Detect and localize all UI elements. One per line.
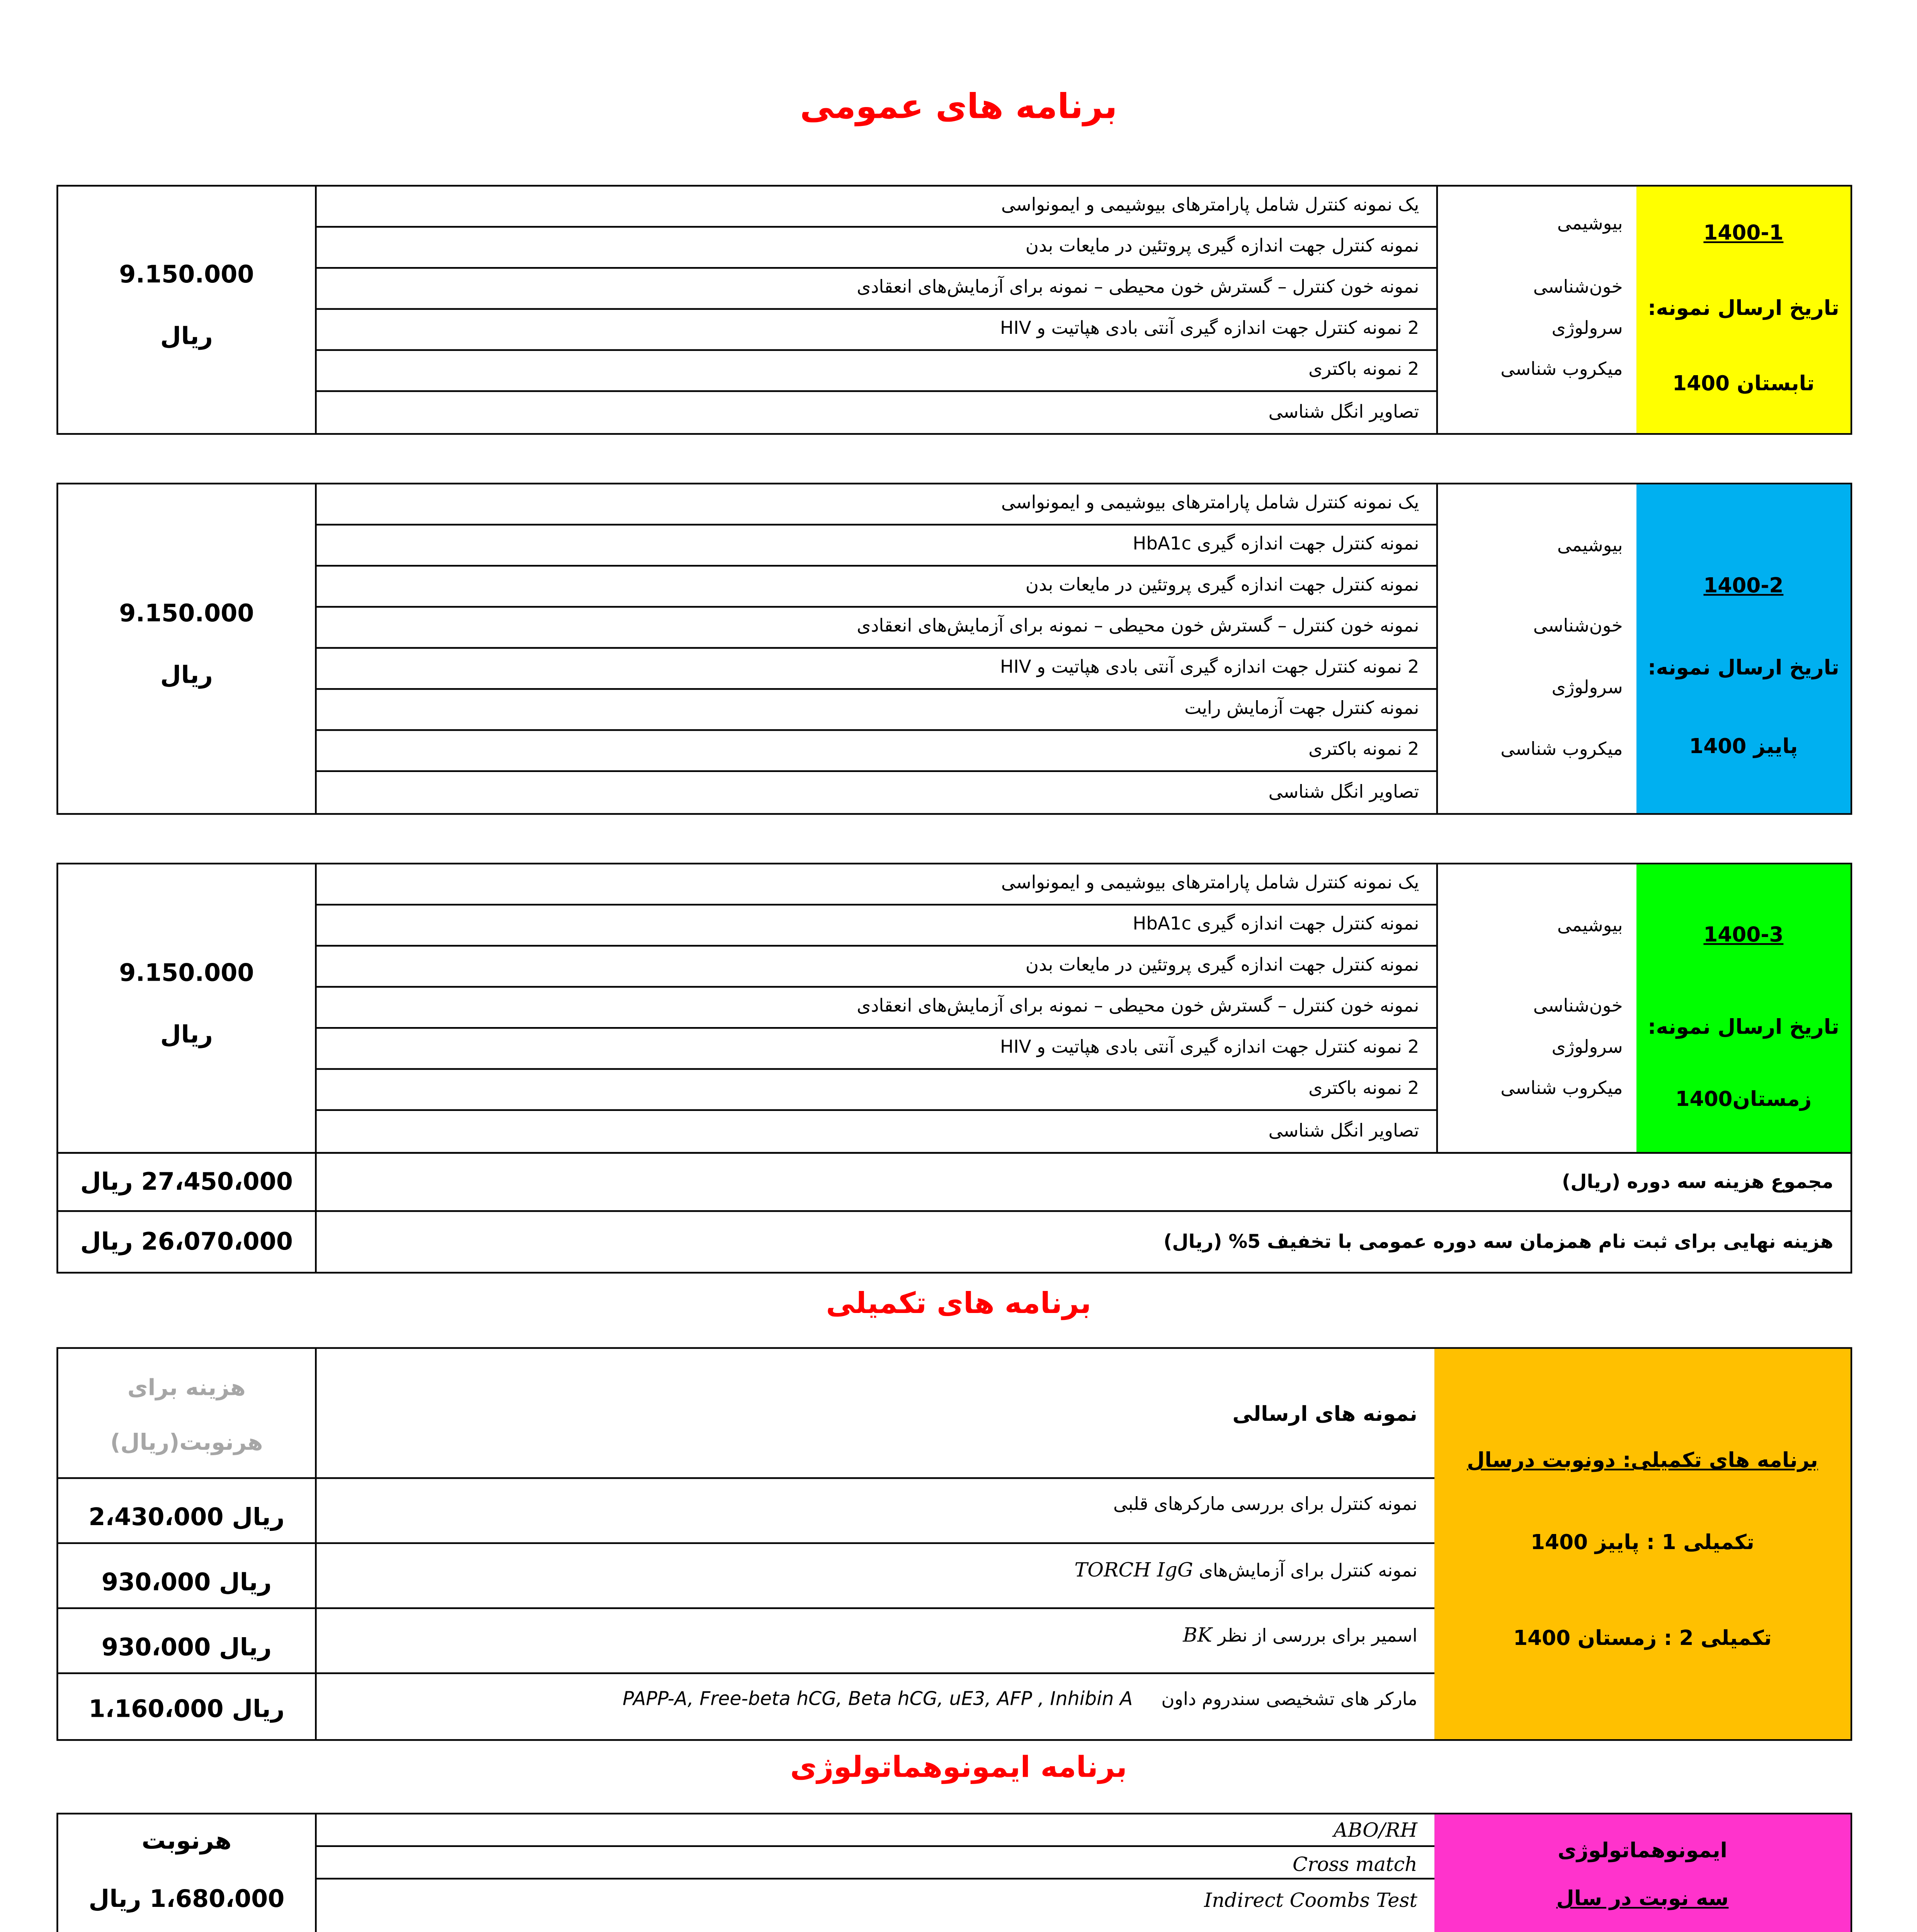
supp-fee: 1،160،000 ریال [88, 1696, 285, 1724]
round-2-item: یک نمونه کنترل شامل پارامترهای بیوشیمی و ایمونواسی [317, 485, 1436, 526]
category-microbiology: میکروب شناسی [1500, 1078, 1623, 1099]
category-biochemistry: بیوشیمی [1557, 214, 1623, 235]
round-2-item: 2 نمونه کنترل جهت اندازه گیری آنتی بادی هپاتیت و HIV [317, 649, 1436, 690]
immuno-fee [58, 1815, 317, 1932]
immuno-title: برنامه ایمونوهماتولوژی [790, 1751, 1127, 1786]
round-2-fee-currency: ریال [160, 662, 213, 690]
supp-item-text: نمونه کنترل برای آزمایش‌های [1199, 1561, 1418, 1582]
category-hematology: خون‌شناسی [1533, 616, 1623, 637]
total-row [56, 1152, 1852, 1212]
round-1-label [1636, 187, 1851, 433]
supp-item [317, 1479, 1435, 1544]
supp-fee: 930،000 ریال [58, 1544, 315, 1609]
immuno-label-2: سه نوبت در سال [1556, 1886, 1729, 1910]
round-2-item: نمونه کنترل جهت آزمایش رایت [317, 690, 1436, 731]
round-3-season: زمستان1400 [1675, 1087, 1812, 1111]
supplementary-title: برنامه های تکمیلی [826, 1287, 1091, 1321]
round-1-item: نمونه خون کنترل – گسترش خون محیطی – نمونه برای آزمایش‌های انعقادی [317, 269, 1436, 310]
round-1-item: 2 نمونه باکتری [317, 351, 1436, 392]
round-3-date-label: تاریخ ارسال نمونه: [1648, 1015, 1839, 1039]
supp-round-2: تکمیلی 2 : زمستان 1400 [1513, 1626, 1772, 1650]
round-2-fee-amount: 9.150.000 [119, 600, 254, 628]
round-2-item: نمونه کنترل جهت اندازه گیری پروتئین در مایعات بدن [317, 566, 1436, 607]
supp-item-latin: PAPP-A, Free-beta hCG, Beta hCG, uE3, AFP , Inhibin A [623, 1687, 1133, 1710]
supp-fee: 2،430،000 ریال [58, 1479, 315, 1544]
category-serology: سرولوژی [1551, 1037, 1623, 1058]
round-2-season: پاییز 1400 [1689, 734, 1798, 759]
total-label: مجموع هزینه سه دوره (ریال) [1561, 1171, 1834, 1193]
discount-label: هزینه نهایی برای ثبت نام همزمان سه دوره عمومی با تخفیف 5% (ریال) [1163, 1231, 1834, 1253]
supp-label [1434, 1349, 1850, 1739]
round-3-box [56, 863, 1852, 1154]
round-2-fee [58, 485, 317, 813]
round-1-categories [1436, 187, 1638, 433]
round-3-label [1636, 864, 1851, 1152]
round-1-item: یک نمونه کنترل شامل پارامترهای بیوشیمی و ایمونواسی [317, 187, 1436, 228]
round-3-fee-currency: ریال [160, 1022, 213, 1049]
round-3-item: نمونه کنترل جهت اندازه گیری پروتئین در مایعات بدن [317, 947, 1436, 988]
supp-items-header: نمونه های ارسالی [317, 1349, 1435, 1479]
category-hematology: خون‌شناسی [1533, 277, 1623, 298]
category-hematology: خون‌شناسی [1533, 996, 1623, 1017]
supp-items-column [317, 1349, 1436, 1739]
immuno-box [56, 1813, 1852, 1932]
supplementary-box [56, 1347, 1852, 1741]
supp-item-text: نمونه کنترل برای بررسی مارکرهای قلبی [1113, 1494, 1418, 1515]
category-biochemistry: بیوشیمی [1557, 536, 1623, 556]
round-3-fee-amount: 9.150.000 [119, 960, 254, 988]
round-2-label [1636, 485, 1851, 813]
immuno-label-1: ایمونوهماتولوژی [1558, 1838, 1728, 1862]
round-3-item: یک نمونه کنترل شامل پارامترهای بیوشیمی و ایمونواسی [317, 864, 1436, 905]
round-1-fee-amount: 9.150.000 [119, 262, 254, 289]
round-1-season: تابستان 1400 [1672, 371, 1815, 396]
round-3-item: 2 نمونه باکتری [317, 1070, 1436, 1111]
category-microbiology: میکروب شناسی [1500, 359, 1623, 380]
immuno-label [1434, 1815, 1850, 1932]
supp-fee-column [58, 1349, 317, 1739]
round-2-item: 2 نمونه باکتری [317, 731, 1436, 772]
supp-program-title: برنامه های تکمیلی: دونوبت درسال [1467, 1448, 1818, 1472]
supp-item-text: اسمیر برای بررسی از نظر [1218, 1626, 1418, 1647]
round-3-item: نمونه کنترل جهت اندازه گیری HbA1c [317, 905, 1436, 946]
category-serology: سرولوژی [1551, 318, 1623, 339]
supp-fee-header: هزینه برای هرنوبت(ریال) [58, 1349, 315, 1479]
round-2-categories [1436, 485, 1638, 813]
round-3-item: نمونه خون کنترل – گسترش خون محیطی – نمونه برای آزمایش‌های انعقادی [317, 988, 1436, 1029]
category-serology: سرولوژی [1551, 678, 1623, 699]
round-1-item: نمونه کنترل جهت اندازه گیری پروتئین در مایعات بدن [317, 228, 1436, 269]
round-1-date-label: تاریخ ارسال نمونه: [1648, 296, 1839, 320]
round-2-date-label: تاریخ ارسال نمونه: [1648, 655, 1839, 680]
immuno-item: Cross match [317, 1847, 1435, 1879]
round-3-fee [58, 864, 317, 1152]
round-2-box [56, 483, 1852, 815]
supp-item [317, 1609, 1435, 1674]
round-3-code: 1400-3 [1703, 922, 1784, 947]
immuno-fee-amount: 1،680،000 ریال [88, 1886, 285, 1914]
supp-item [317, 1544, 1435, 1609]
round-1-item: 2 نمونه کنترل جهت اندازه گیری آنتی بادی هپاتیت و HIV [317, 310, 1436, 351]
category-microbiology: میکروب شناسی [1500, 739, 1623, 760]
round-1-code: 1400-1 [1703, 221, 1784, 245]
round-3-categories [1436, 864, 1638, 1152]
round-1-box [56, 185, 1852, 435]
total-fee: 27،450،000 ریال [58, 1154, 317, 1210]
round-3-item: تصاویر انگل شناسی [1268, 1121, 1419, 1142]
immuno-item: Indirect Coombs Test [1204, 1888, 1418, 1912]
round-1-fee [58, 187, 317, 433]
round-1-item: تصاویر انگل شناسی [1268, 402, 1419, 423]
round-3-item: 2 نمونه کنترل جهت اندازه گیری آنتی بادی هپاتیت و HIV [317, 1029, 1436, 1070]
round-1-fee-currency: ریال [160, 323, 213, 351]
supp-item-text: مارکر های تشخیصی سندروم داون [1161, 1689, 1418, 1710]
round-2-code: 1400-2 [1703, 573, 1784, 598]
immuno-item: ABO/RH [317, 1815, 1435, 1847]
round-2-item: نمونه کنترل جهت اندازه گیری HbA1c [317, 526, 1436, 566]
immuno-fee-label: هرنوبت [141, 1828, 232, 1856]
discount-row [56, 1210, 1852, 1274]
supp-item-latin: BK [1183, 1622, 1212, 1647]
discount-fee: 26،070،000 ریال [58, 1212, 317, 1272]
round-2-item: تصاویر انگل شناسی [1268, 782, 1419, 803]
supp-item [317, 1674, 1435, 1739]
supp-fee: 930،000 ریال [58, 1609, 315, 1674]
supp-round-1: تکمیلی 1 : پاییز 1400 [1531, 1530, 1754, 1554]
round-2-item: نمونه خون کنترل – گسترش خون محیطی – نمونه برای آزمایش‌های انعقادی [317, 608, 1436, 649]
general-programs-title: برنامه های عمومی [800, 85, 1118, 127]
immuno-items [317, 1815, 1436, 1932]
supp-item-latin: TORCH IgG [1074, 1558, 1193, 1582]
category-biochemistry: بیوشیمی [1557, 916, 1623, 937]
